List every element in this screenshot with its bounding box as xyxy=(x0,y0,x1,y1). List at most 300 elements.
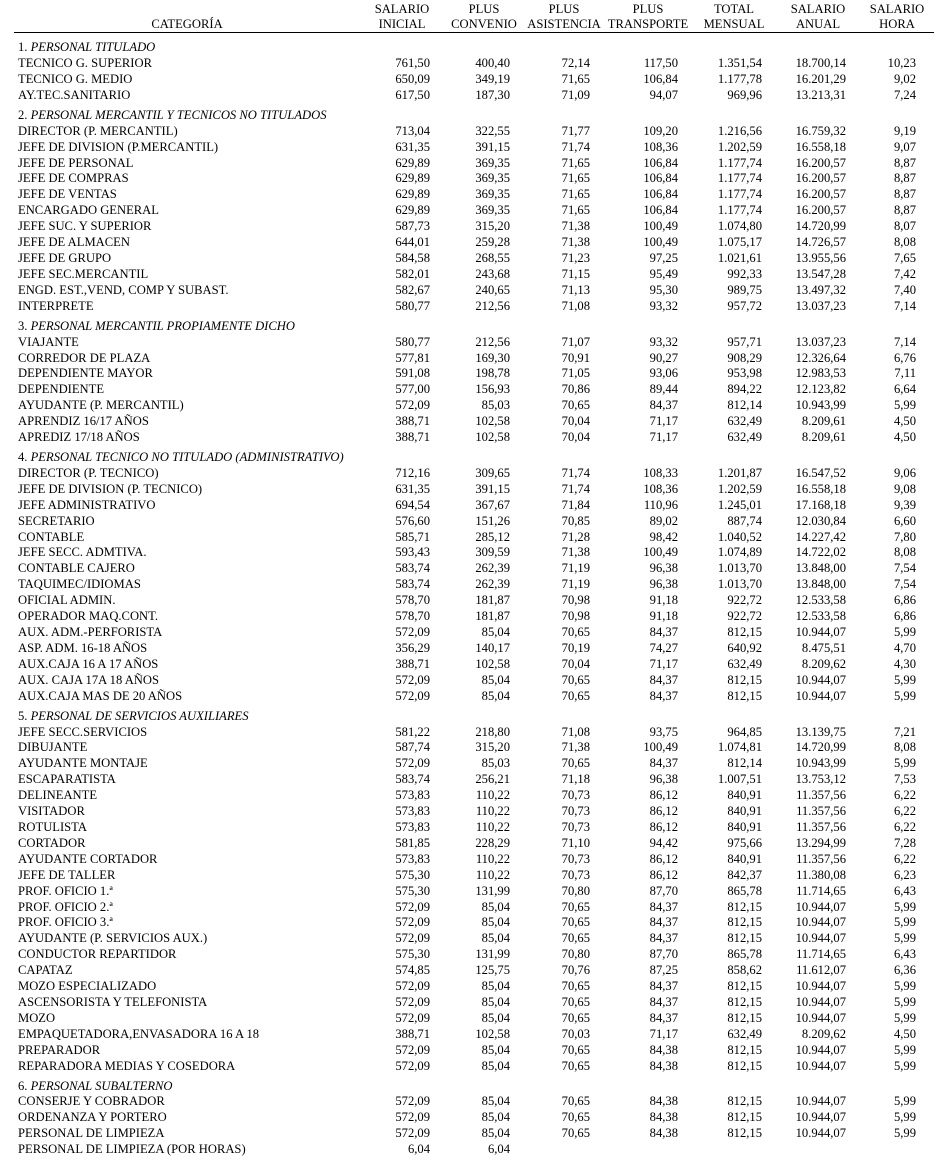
cell-total-mensual: 922,72 xyxy=(727,609,762,624)
cell-salario-anual: 8.209,62 xyxy=(801,656,846,671)
cell-salario-hora: 5,99 xyxy=(893,672,916,687)
cell-plus-asistencia: 71,10 xyxy=(561,835,590,850)
cell-plus-asistencia: 70,04 xyxy=(561,656,590,671)
cell-plus-convenio: 6,04 xyxy=(487,1142,510,1157)
cell-plus-asistencia: 72,14 xyxy=(561,56,590,70)
cell-plus-transporte: 84,37 xyxy=(649,688,678,703)
cell-plus-transporte: 84,37 xyxy=(649,1010,678,1025)
cell-salario-hora: 5,99 xyxy=(893,915,916,930)
cell-plus-convenio: 169,30 xyxy=(475,350,510,365)
cell-salario-inicial: 573,83 xyxy=(395,819,430,834)
cell-salario-inicial: 577,81 xyxy=(395,350,430,365)
cell-salario-hora: 7,40 xyxy=(893,282,916,297)
cell-categoria: ORDENANZA Y PORTERO xyxy=(18,1110,167,1125)
cell-salario-anual: 16.558,18 xyxy=(795,481,846,496)
cell-salario-inicial: 388,71 xyxy=(395,656,430,671)
table-row xyxy=(14,561,934,577)
cell-salario-anual: 13.848,00 xyxy=(795,577,846,592)
cell-plus-transporte: 106,84 xyxy=(643,203,678,218)
cell-salario-hora: 5,99 xyxy=(893,931,916,946)
cell-categoria: APRENDIZ 16/17 AÑOS xyxy=(18,414,149,429)
cell-total-mensual: 840,91 xyxy=(727,819,762,834)
cell-plus-transporte: 86,12 xyxy=(649,819,678,834)
cell-salario-inicial: 650,09 xyxy=(395,71,430,86)
cell-plus-transporte: 96,38 xyxy=(649,561,678,576)
cell-categoria: JEFE DE ALMACEN xyxy=(18,235,130,250)
cell-plus-convenio: 131,99 xyxy=(475,947,510,962)
cell-salario-inicial: 712,16 xyxy=(395,465,430,480)
cell-categoria: JEFE DE COMPRAS xyxy=(18,171,129,186)
cell-plus-convenio: 309,65 xyxy=(475,465,510,480)
cell-salario-anual: 16.759,32 xyxy=(795,123,846,138)
cell-categoria: EMPAQUETADORA,ENVASADORA 16 A 18 xyxy=(18,1026,260,1041)
cell-total-mensual: 1.075,17 xyxy=(717,235,762,250)
cell-categoria: ESCAPARATISTA xyxy=(18,772,116,787)
cell-salario-anual: 18.700,14 xyxy=(795,56,846,70)
cell-categoria: JEFE SECC.SERVICIOS xyxy=(18,724,148,739)
cell-plus-convenio: 309,59 xyxy=(475,545,510,560)
cell-salario-anual: 10.944,07 xyxy=(795,1042,846,1057)
cell-salario-hora: 9,06 xyxy=(893,465,916,480)
cell-salario-hora: 7,54 xyxy=(893,577,916,592)
cell-salario-inicial: 644,01 xyxy=(395,235,430,250)
cell-plus-transporte: 93,32 xyxy=(649,334,678,349)
cell-salario-hora: 7,42 xyxy=(893,266,916,281)
cell-salario-hora: 8,87 xyxy=(893,155,916,170)
cell-categoria: MOZO xyxy=(18,1010,56,1025)
cell-categoria: DIRECTOR (P. TECNICO) xyxy=(18,465,159,480)
cell-categoria: ENGD. EST.,VEND, COMP Y SUBAST. xyxy=(18,282,229,297)
section-title xyxy=(14,33,934,57)
cell-salario-hora: 7,24 xyxy=(893,87,916,102)
cell-plus-transporte: 100,49 xyxy=(643,740,678,755)
cell-categoria: REPARADORA MEDIAS Y COSEDORA xyxy=(18,1058,236,1073)
section-number: 4. xyxy=(18,449,28,464)
cell-categoria: DIBUJANTE xyxy=(18,740,88,755)
table-row xyxy=(14,156,934,172)
cell-plus-asistencia: 70,65 xyxy=(561,899,590,914)
section-header xyxy=(14,1074,934,1094)
cell-salario-anual: 12.983,53 xyxy=(795,366,846,381)
cell-plus-transporte xyxy=(604,1142,692,1158)
cell-plus-asistencia: 71,05 xyxy=(561,366,590,381)
cell-total-mensual: 1.007,51 xyxy=(717,772,762,787)
cell-salario-anual: 11.612,07 xyxy=(796,963,846,978)
cell-plus-convenio: 369,35 xyxy=(475,187,510,202)
cell-plus-convenio: 151,26 xyxy=(475,513,510,528)
cell-plus-transporte: 71,17 xyxy=(649,656,678,671)
cell-plus-asistencia: 71,18 xyxy=(561,772,590,787)
cell-plus-convenio: 256,21 xyxy=(475,772,510,787)
cell-salario-inicial: 694,54 xyxy=(395,497,430,512)
cell-salario-anual: 17.168,18 xyxy=(795,497,846,512)
cell-categoria: CONSERJE Y COBRADOR xyxy=(18,1094,165,1109)
cell-total-mensual: 989,75 xyxy=(727,282,762,297)
cell-plus-convenio: 85,04 xyxy=(481,1126,510,1141)
cell-salario-anual: 16.558,18 xyxy=(795,139,846,154)
cell-plus-convenio: 212,56 xyxy=(475,298,510,313)
cell-plus-transporte: 71,17 xyxy=(649,1026,678,1041)
cell-total-mensual: 1.013,70 xyxy=(717,577,762,592)
cell-categoria: VISITADOR xyxy=(18,804,85,819)
section-number: 1. xyxy=(18,40,28,55)
cell-salario-anual: 8.475,51 xyxy=(801,640,846,655)
cell-plus-transporte: 93,75 xyxy=(649,724,678,739)
cell-plus-transporte: 96,38 xyxy=(649,577,678,592)
cell-salario-hora: 5,99 xyxy=(893,979,916,994)
cell-salario-anual: 11.714,65 xyxy=(796,947,846,962)
cell-plus-asistencia: 70,73 xyxy=(561,819,590,834)
cell-salario-inicial: 388,71 xyxy=(395,414,430,429)
cell-plus-convenio: 85,04 xyxy=(481,1094,510,1109)
cell-categoria: JEFE DE VENTAS xyxy=(18,187,117,202)
cell-total-mensual: 812,14 xyxy=(727,398,762,413)
cell-plus-convenio: 85,04 xyxy=(481,625,510,639)
table-row xyxy=(14,299,934,315)
cell-plus-transporte: 91,18 xyxy=(649,593,678,608)
cell-salario-inicial: 572,09 xyxy=(395,1042,430,1057)
cell-plus-transporte: 93,06 xyxy=(649,366,678,381)
cell-plus-transporte: 71,17 xyxy=(649,414,678,429)
cell-plus-asistencia: 70,04 xyxy=(561,430,590,445)
table-row xyxy=(14,609,934,625)
cell-categoria: DEPENDIENTE MAYOR xyxy=(18,366,153,381)
cell-plus-asistencia: 70,65 xyxy=(561,398,590,413)
table-row xyxy=(14,498,934,514)
cell-salario-inicial: 573,83 xyxy=(395,788,430,803)
cell-plus-asistencia: 70,73 xyxy=(561,804,590,819)
cell-total-mensual: 812,15 xyxy=(727,1110,762,1125)
cell-plus-asistencia: 70,65 xyxy=(561,672,590,687)
cell-categoria: JEFE SUC. Y SUPERIOR xyxy=(18,219,152,234)
cell-plus-asistencia: 71,74 xyxy=(561,481,590,496)
cell-categoria: OPERADOR MAQ.CONT. xyxy=(18,609,159,624)
cell-salario-anual: 8.209,62 xyxy=(801,1026,846,1041)
section-number: 3. xyxy=(18,318,28,333)
cell-categoria: PROF. OFICIO 2.ª xyxy=(18,899,113,914)
cell-salario-hora: 9,19 xyxy=(893,123,916,138)
cell-plus-transporte: 98,42 xyxy=(649,529,678,544)
table-row xyxy=(14,725,934,741)
cell-plus-asistencia: 70,98 xyxy=(561,609,590,624)
cell-salario-hora: 8,08 xyxy=(893,740,916,755)
table-row xyxy=(14,915,934,931)
cell-plus-convenio: 322,55 xyxy=(475,123,510,138)
cell-categoria: TECNICO G. SUPERIOR xyxy=(18,56,152,70)
cell-total-mensual: 840,91 xyxy=(727,804,762,819)
cell-plus-transporte: 84,37 xyxy=(649,899,678,914)
table-row xyxy=(14,382,934,398)
cell-total-mensual: 812,15 xyxy=(727,1042,762,1057)
section-name: PERSONAL TITULADO xyxy=(30,40,156,55)
cell-salario-hora: 5,99 xyxy=(893,1010,916,1025)
cell-total-mensual: 908,29 xyxy=(727,350,762,365)
cell-salario-anual: 11.380,08 xyxy=(796,867,846,882)
cell-plus-convenio: 110,22 xyxy=(475,819,510,834)
cell-salario-inicial: 572,09 xyxy=(395,756,430,771)
cell-salario-anual: 10.944,07 xyxy=(795,915,846,930)
cell-plus-convenio: 181,87 xyxy=(475,593,510,608)
section-header xyxy=(14,705,934,725)
table-row xyxy=(14,140,934,156)
cell-salario-inicial: 575,30 xyxy=(395,867,430,882)
cell-plus-transporte: 110,96 xyxy=(643,497,678,512)
cell-plus-convenio: 218,80 xyxy=(475,724,510,739)
cell-salario-hora: 6,22 xyxy=(893,819,916,834)
cell-salario-inicial: 581,22 xyxy=(395,724,430,739)
cell-plus-asistencia: 70,73 xyxy=(561,851,590,866)
cell-categoria: APREDIZ 17/18 AÑOS xyxy=(18,430,140,445)
table-row xyxy=(14,1043,934,1059)
cell-plus-asistencia: 71,38 xyxy=(561,219,590,234)
cell-categoria: AUX.CAJA MAS DE 20 AÑOS xyxy=(18,688,183,703)
cell-salario-anual: 12.326,64 xyxy=(795,350,846,365)
cell-total-mensual: 1.177,78 xyxy=(717,71,762,86)
table-row xyxy=(14,657,934,673)
cell-salario-anual: 10.944,07 xyxy=(795,899,846,914)
cell-plus-transporte: 100,49 xyxy=(643,219,678,234)
cell-salario-anual: 10.944,07 xyxy=(795,1126,846,1141)
table-row xyxy=(14,979,934,995)
cell-salario-hora: 6,43 xyxy=(893,947,916,962)
cell-plus-transporte: 108,36 xyxy=(643,481,678,496)
cell-salario-anual: 8.209,61 xyxy=(801,430,846,445)
cell-salario-inicial: 574,85 xyxy=(395,963,430,978)
cell-plus-asistencia: 70,98 xyxy=(561,593,590,608)
cell-salario-anual: 11.357,56 xyxy=(796,819,846,834)
cell-salario-anual: 11.357,56 xyxy=(796,851,846,866)
cell-salario-inicial: 587,73 xyxy=(395,219,430,234)
cell-total-mensual: 640,92 xyxy=(727,640,762,655)
cell-salario-anual: 13.037,23 xyxy=(795,298,846,313)
table-row xyxy=(14,466,934,482)
cell-categoria: JEFE DE GRUPO xyxy=(18,250,112,265)
cell-plus-transporte: 100,49 xyxy=(643,235,678,250)
cell-plus-transporte: 84,38 xyxy=(649,1126,678,1141)
table-row xyxy=(14,625,934,641)
cell-plus-transporte: 71,17 xyxy=(649,430,678,445)
cell-salario-hora: 6,86 xyxy=(893,593,916,608)
cell-salario-anual: 10.944,07 xyxy=(795,1058,846,1073)
cell-total-mensual: 632,49 xyxy=(727,1026,762,1041)
cell-plus-transporte: 84,37 xyxy=(649,756,678,771)
cell-salario-anual: 16.547,52 xyxy=(795,465,846,480)
cell-salario-hora: 7,54 xyxy=(893,561,916,576)
cell-salario-anual: 14.720,99 xyxy=(795,219,846,234)
cell-salario-inicial: 617,50 xyxy=(395,87,430,102)
cell-plus-convenio: 85,04 xyxy=(481,672,510,687)
cell-total-mensual: 865,78 xyxy=(727,883,762,898)
cell-salario-anual: 12.533,58 xyxy=(795,593,846,608)
cell-plus-convenio: 369,35 xyxy=(475,171,510,186)
cell-plus-asistencia: 71,28 xyxy=(561,529,590,544)
cell-categoria: JEFE DE TALLER xyxy=(18,867,116,882)
cell-salario-hora: 7,28 xyxy=(893,835,916,850)
cell-plus-transporte: 100,49 xyxy=(643,545,678,560)
cell-total-mensual: 969,96 xyxy=(727,87,762,102)
cell-salario-anual: 10.944,07 xyxy=(795,1110,846,1125)
cell-plus-transporte: 93,32 xyxy=(649,298,678,313)
cell-salario-hora: 6,76 xyxy=(893,350,916,365)
table-row xyxy=(14,963,934,979)
cell-salario-anual: 13.753,12 xyxy=(795,772,846,787)
cell-salario-inicial: 585,71 xyxy=(395,529,430,544)
cell-salario-inicial: 575,30 xyxy=(395,947,430,962)
table-header xyxy=(14,2,934,33)
cell-salario-hora: 5,99 xyxy=(893,688,916,703)
cell-plus-convenio: 110,22 xyxy=(475,804,510,819)
cell-plus-asistencia: 71,77 xyxy=(561,123,590,138)
cell-salario-hora: 7,14 xyxy=(893,298,916,313)
cell-total-mensual: 842,37 xyxy=(727,867,762,882)
cell-plus-convenio: 85,04 xyxy=(481,1010,510,1025)
cell-plus-asistencia: 71,65 xyxy=(561,171,590,186)
cell-total-mensual: 1.074,80 xyxy=(717,219,762,234)
cell-plus-convenio: 85,04 xyxy=(481,1042,510,1057)
cell-plus-asistencia: 70,80 xyxy=(561,883,590,898)
cell-plus-convenio: 369,35 xyxy=(475,155,510,170)
cell-salario-hora: 7,65 xyxy=(893,250,916,265)
cell-salario-inicial: 573,83 xyxy=(395,851,430,866)
cell-total-mensual: 1.245,01 xyxy=(717,497,762,512)
cell-total-mensual: 1.177,74 xyxy=(717,171,762,186)
cell-salario-anual: 10.944,07 xyxy=(795,931,846,946)
cell-categoria: JEFE DE DIVISION (P. TECNICO) xyxy=(18,481,203,496)
cell-salario-anual: 14.720,99 xyxy=(795,740,846,755)
cell-total-mensual: 1.021,61 xyxy=(717,250,762,265)
cell-plus-convenio: 85,04 xyxy=(481,1058,510,1073)
cell-categoria: CORREDOR DE PLAZA xyxy=(18,350,151,365)
cell-total-mensual: 812,15 xyxy=(727,625,762,639)
section-header xyxy=(14,33,934,57)
cell-total-mensual: 812,15 xyxy=(727,1126,762,1141)
cell-salario-hora: 7,53 xyxy=(893,772,916,787)
cell-salario-inicial: 582,01 xyxy=(395,266,430,281)
cell-total-mensual: 922,72 xyxy=(727,593,762,608)
cell-plus-transporte: 84,37 xyxy=(649,931,678,946)
cell-salario-hora: 4,50 xyxy=(893,414,916,429)
cell-salario-anual: 14.722,02 xyxy=(795,545,846,560)
cell-categoria: INTERPRETE xyxy=(18,298,94,313)
cell-plus-transporte: 84,37 xyxy=(649,398,678,413)
cell-total-mensual: 812,15 xyxy=(727,979,762,994)
table-row xyxy=(14,88,934,104)
cell-plus-transporte: 86,12 xyxy=(649,867,678,882)
cell-plus-transporte: 108,33 xyxy=(643,465,678,480)
cell-plus-transporte: 86,12 xyxy=(649,788,678,803)
cell-salario-hora: 5,99 xyxy=(893,1042,916,1057)
cell-categoria: MOZO ESPECIALIZADO xyxy=(18,979,157,994)
cell-plus-convenio: 228,29 xyxy=(475,835,510,850)
cell-salario-anual: 10.944,07 xyxy=(795,979,846,994)
cell-plus-convenio: 85,04 xyxy=(481,915,510,930)
cell-salario-hora: 9,02 xyxy=(893,71,916,86)
cell-plus-asistencia: 71,07 xyxy=(561,334,590,349)
cell-plus-convenio: 367,67 xyxy=(475,497,510,512)
cell-total-mensual: 812,15 xyxy=(727,1058,762,1073)
header-categoria: CATEGORÍA xyxy=(14,2,360,33)
cell-plus-asistencia: 70,65 xyxy=(561,994,590,1009)
section-header xyxy=(14,315,934,335)
cell-salario-inicial: 572,09 xyxy=(395,688,430,703)
section-title xyxy=(14,1074,934,1094)
cell-plus-transporte: 84,37 xyxy=(649,979,678,994)
cell-plus-asistencia: 71,65 xyxy=(561,71,590,86)
cell-plus-convenio: 140,17 xyxy=(475,640,510,655)
cell-plus-transporte: 90,27 xyxy=(649,350,678,365)
cell-categoria: AYUDANTE (P. SERVICIOS AUX.) xyxy=(18,931,208,946)
cell-categoria: TECNICO G. MEDIO xyxy=(18,71,133,86)
cell-categoria: PROF. OFICIO 1.ª xyxy=(18,883,113,898)
cell-plus-convenio: 315,20 xyxy=(475,740,510,755)
table-row xyxy=(14,335,934,351)
table-row xyxy=(14,641,934,657)
cell-salario-inicial: 572,09 xyxy=(395,625,430,639)
cell-categoria: AUX. ADM.-PERFORISTA xyxy=(18,625,163,639)
cell-plus-asistencia: 70,73 xyxy=(561,788,590,803)
cell-salario-inicial: 631,35 xyxy=(395,139,430,154)
cell-categoria: OFICIAL ADMIN. xyxy=(18,593,116,608)
cell-salario-inicial: 581,85 xyxy=(395,835,430,850)
cell-plus-transporte: 84,37 xyxy=(649,915,678,930)
cell-plus-convenio: 102,58 xyxy=(475,1026,510,1041)
cell-salario-hora: 5,99 xyxy=(893,1110,916,1125)
cell-plus-convenio: 262,39 xyxy=(475,577,510,592)
cell-salario-anual: 11.357,56 xyxy=(796,788,846,803)
cell-salario-anual: 8.209,61 xyxy=(801,414,846,429)
table-row xyxy=(14,187,934,203)
cell-plus-asistencia: 70,65 xyxy=(561,931,590,946)
table-row xyxy=(14,689,934,705)
cell-salario-hora: 5,99 xyxy=(893,756,916,771)
cell-plus-asistencia: 71,23 xyxy=(561,250,590,265)
section-name: PERSONAL TECNICO NO TITULADO (ADMINISTRATIVO) xyxy=(30,449,344,464)
table-row xyxy=(14,593,934,609)
table-row xyxy=(14,673,934,689)
header-plus-asistencia: PLUS ASISTENCIA xyxy=(524,2,604,33)
cell-total-mensual xyxy=(692,1142,776,1158)
cell-plus-asistencia: 70,65 xyxy=(561,979,590,994)
cell-total-mensual: 957,71 xyxy=(727,334,762,349)
section-title xyxy=(14,315,934,335)
cell-salario-anual: 10.944,07 xyxy=(795,672,846,687)
table-row xyxy=(14,577,934,593)
cell-plus-convenio: 198,78 xyxy=(475,366,510,381)
cell-plus-asistencia: 71,09 xyxy=(561,87,590,102)
cell-salario-hora: 6,60 xyxy=(893,513,916,528)
cell-salario-inicial: 631,35 xyxy=(395,481,430,496)
header-total-mensual: TOTAL MENSUAL xyxy=(692,2,776,33)
cell-categoria: DIRECTOR (P. MERCANTIL) xyxy=(18,123,178,138)
table-row xyxy=(14,868,934,884)
cell-salario-inicial: 578,70 xyxy=(395,609,430,624)
cell-plus-asistencia: 70,91 xyxy=(561,350,590,365)
cell-total-mensual: 1.202,59 xyxy=(717,481,762,496)
cell-categoria: DEPENDIENTE xyxy=(18,382,105,397)
cell-salario-anual: 12.123,82 xyxy=(795,382,846,397)
table-row xyxy=(14,203,934,219)
cell-plus-convenio: 268,55 xyxy=(475,250,510,265)
cell-total-mensual: 812,15 xyxy=(727,1094,762,1109)
cell-salario-hora: 10,23 xyxy=(887,56,916,70)
cell-salario-inicial: 591,08 xyxy=(395,366,430,381)
cell-categoria: PERSONAL DE LIMPIEZA xyxy=(18,1126,165,1141)
cell-salario-anual: 10.943,99 xyxy=(795,756,846,771)
cell-salario-inicial: 572,09 xyxy=(395,1094,430,1109)
cell-plus-asistencia: 70,85 xyxy=(561,513,590,528)
table-row xyxy=(14,756,934,772)
cell-plus-convenio: 102,58 xyxy=(475,430,510,445)
